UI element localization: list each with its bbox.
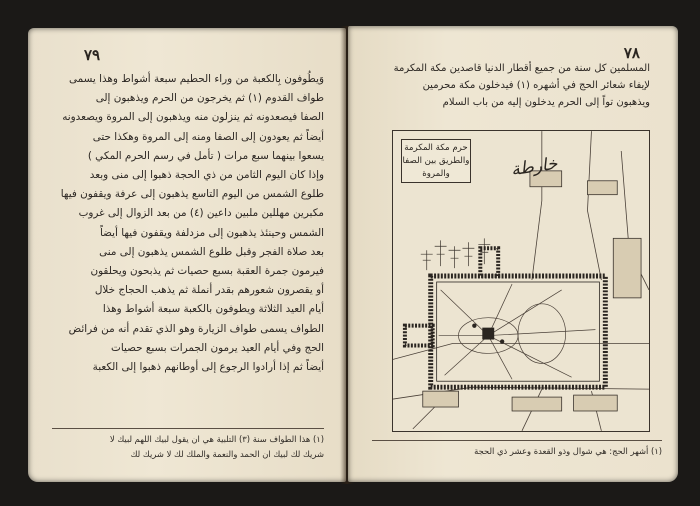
footnote — [372, 444, 662, 459]
map-title-line: والطريق بين الصفا — [402, 156, 470, 166]
text-line: بعد صلاة الفجر وقبل طلوع الشمس يذهبون إلى منى — [99, 245, 324, 258]
text-line: وإذا كان اليوم الثامن من ذي الحجة ذهبوا إلى منى وبعد — [89, 169, 324, 182]
footnote-divider — [372, 440, 662, 441]
text-line: أيضاً ثم يعودون إلى الصفا ومنه إلى المروة وهكذا حتى — [92, 130, 324, 143]
text-line: الصفا فيصعدونه ثم ينزلون منه ويذهبون إلى المروة ويصعدونه — [62, 111, 324, 124]
text-line: أيام العيد الثلاثة ويطوفون بالكعبة سبعة أشواط وهذا — [102, 303, 324, 316]
text-line: طلوع الشمس من اليوم التاسع يذهبون إلى عرفة ويقفون فيها — [60, 188, 324, 201]
text-line: الحج وفي أيام العيد يرمون الجمرات بسبع حصيات — [111, 341, 324, 354]
footnote-line: (١) هذا الطواف سنة (٣) التلبية هي ان يقول لبيك اللهم لبيك لا — [109, 434, 324, 444]
text-line: أو يقصرون شعورهم بقدر أنملة ثم يذهب الحجاج خلال — [94, 284, 324, 297]
text-line: الشمس وحينئذ يذهبون إلى مزدلفة ويقفون فيها أيضاً — [99, 226, 324, 239]
text-line: وَيطُوفون بِالكعبة من وراء الحطيم سبعة أشواط وهذا يسمى — [68, 73, 324, 85]
text-line: يسعوا بينهما سبع مرات ( تأمل في رسم الحرم المكي ) — [87, 149, 324, 162]
haram-map-illustration — [392, 130, 650, 432]
text-line: مكبرين مهللين ملبين داعين (٤) من بعد الزوال إلى غروب — [78, 207, 324, 220]
footnote-divider — [52, 428, 324, 429]
text-line: أيضاً ثم إذا أرادوا الرجوع إلى أوطانهم ذهبوا إلى الكعبة — [92, 361, 324, 374]
map-title-box — [401, 139, 471, 183]
text-line: طواف القدوم (١) ثم يخرجون من الحرم ويذهبون إلى — [95, 92, 324, 105]
text-line: المسلمين كل سنة من جميع أقطار الدنيا قاصدين مكة المكرمة — [393, 63, 650, 74]
body-text — [52, 70, 324, 377]
text-line: لإيفاء شعائر الحج في أشهره (١) فيدخلون مكة محرمين — [422, 80, 650, 91]
map-handwritten-label: خارطة — [509, 153, 559, 181]
map-title-line: حرم مكة المكرمة — [404, 143, 468, 153]
page-number: ٧٩ — [84, 46, 101, 64]
body-text — [378, 60, 650, 111]
map-title-line: والمروة — [422, 169, 450, 179]
page-number: ٧٨ — [623, 44, 640, 62]
text-line: فيرمون جمرة العقبة بسبع حصيات ثم يذبحون ويحلقون — [90, 265, 324, 278]
footnote-line: شريك لك لبيك ان الحمد والنعمة والملك لك لا شريك لك — [130, 449, 324, 459]
left-page — [28, 28, 346, 482]
footnote — [52, 432, 324, 462]
right-page — [348, 26, 678, 482]
text-line: الطواف يسمى طواف الزيارة وهو الذي تقدم أنه من فرائض — [68, 322, 324, 335]
text-line: ويذهبون تواً إلى الحرم يدخلون إليه من باب السلام — [442, 97, 650, 108]
footnote-line: (١) أشهر الحج: هي شوال وذو القعدة وعشر ذي الحجة — [474, 446, 662, 456]
